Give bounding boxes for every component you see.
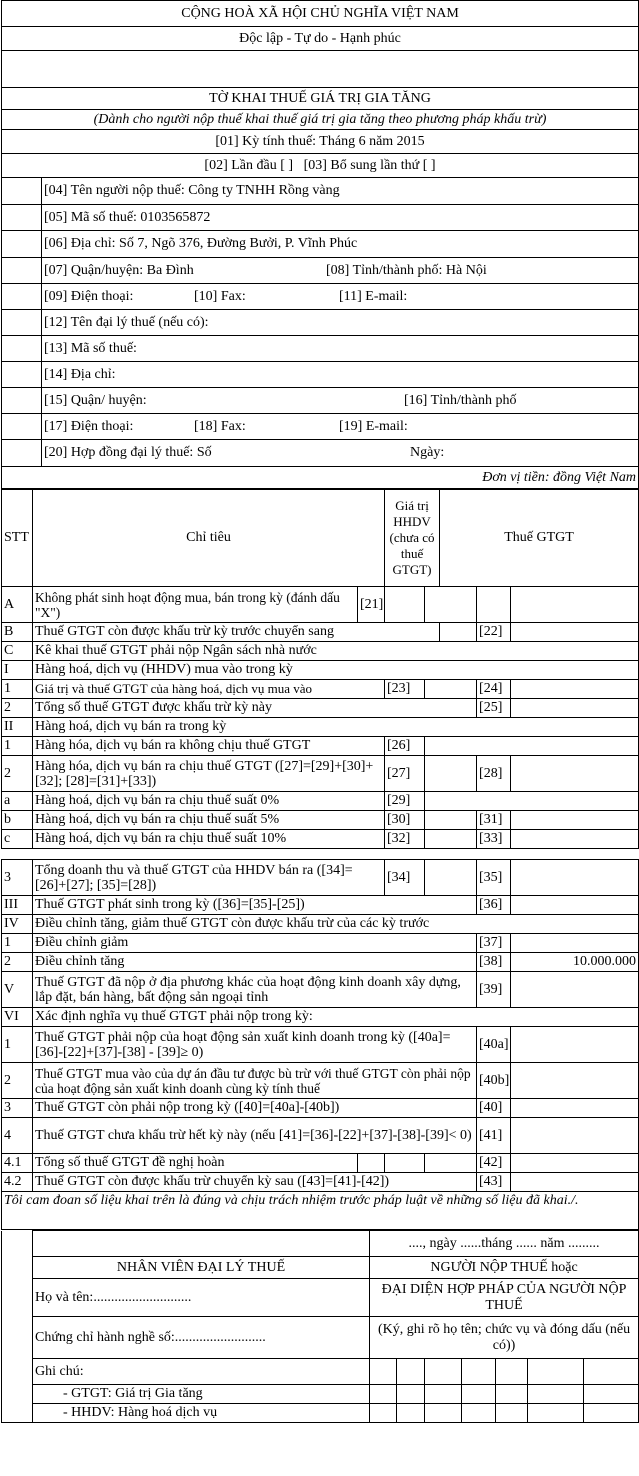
legal-representative: ĐẠI DIỆN HỢP PHÁP CỦA NGƯỜI NỘP THUẾ bbox=[370, 1279, 639, 1317]
signature-instruction: (Ký, ghi rõ họ tên; chức vụ và đóng dấu (nếu có)) bbox=[370, 1317, 639, 1359]
header-item: Chỉ tiêu bbox=[33, 490, 385, 587]
table-row: 3 Thuế GTGT còn phải nộp trong kỳ ([40]=[40a]-[40b]) [40] bbox=[2, 1099, 639, 1118]
agent-province: [16] Tỉnh/thành phố bbox=[404, 392, 517, 408]
practice-certificate: Chứng chỉ hành nghề số:.......................... bbox=[33, 1317, 370, 1359]
agent-location bbox=[42, 388, 639, 414]
declaration-text: Tôi cam đoan số liệu khai trên là đúng và chịu trách nhiệm trước pháp luật về những số liệu đã khai./. bbox=[2, 1192, 639, 1230]
tax-period: [01] Kỳ tính thuế: Tháng 6 năm 2015 bbox=[2, 130, 639, 154]
agent-staff-name: Họ và tên:............................ bbox=[33, 1279, 370, 1317]
no-activity-checkbox[interactable] bbox=[385, 587, 425, 623]
table-row: 4.1 Tổng số thuế GTGT đề nghị hoàn [42] bbox=[2, 1154, 639, 1173]
notes-label: Ghi chú: bbox=[33, 1359, 370, 1385]
agent-phone: [17] Điện thoại: bbox=[44, 418, 134, 434]
note-hhdv: - HHDV: Hàng hoá dịch vụ bbox=[33, 1404, 370, 1423]
table-row: a Hàng hoá, dịch vụ bán ra chịu thuế suất 0% [29] bbox=[2, 792, 639, 811]
national-motto: Độc lập - Tự do - Hạnh phúc bbox=[2, 27, 639, 51]
table-row: 2 Hàng hóa, dịch vụ bán ra chịu thuế GTGT ([27]=[29]+[30]+[32]; [28]=[31]+[33]) [27] [28] bbox=[2, 756, 639, 792]
declaration-row bbox=[2, 1192, 639, 1230]
table-row: C Kê khai thuế GTGT phải nộp Ngân sách nhà nước bbox=[2, 642, 639, 661]
header-value: Giá trị HHDV (chưa có thuế GTGT) bbox=[385, 490, 440, 587]
table-row: 1 Thuế GTGT phải nộp của hoạt động sản xuất kinh doanh trong kỳ ([40a]=[36]-[22]+[37]-[38] - [39]≥ 0) [40a] bbox=[2, 1027, 639, 1063]
header-vat: Thuế GTGT bbox=[440, 490, 639, 587]
taxpayer-province: [08] Tỉnh/thành phố: Hà Nội bbox=[326, 262, 487, 278]
table-row: 4.2 Thuế GTGT còn được khấu trừ chuyển kỳ sau ([43]=[41]-[42]) [43] bbox=[2, 1173, 639, 1192]
declaration-table-part1 bbox=[1, 489, 639, 849]
taxpayer-email: [11] E-mail: bbox=[339, 288, 408, 304]
form-title: TỜ KHAI THUẾ GIÁ TRỊ GIA TĂNG bbox=[2, 88, 639, 110]
table-row: 2 Thuế GTGT mua vào của dự án đầu tư được bù trừ với thuế GTGT còn phải nộp của hoạt động sản xuất kinh doanh cùng kỳ tính thuế [40b] bbox=[2, 1063, 639, 1099]
table-row: B Thuế GTGT còn được khấu trừ kỳ trước chuyển sang [22] bbox=[2, 623, 639, 642]
table-row: III Thuế GTGT phát sinh trong kỳ ([36]=[35]-[25]) [36] bbox=[2, 896, 639, 915]
supplement-field[interactable]: [03] Bổ sung lần thứ [ ] bbox=[303, 157, 436, 173]
first-time-checkbox[interactable]: [02] Lần đầu [ ] bbox=[204, 157, 294, 173]
table-row: I Hàng hoá, dịch vụ (HHDV) mua vào trong kỳ bbox=[2, 661, 639, 680]
taxpayer-location bbox=[42, 258, 639, 284]
table-row: c Hàng hoá, dịch vụ bán ra chịu thuế suất 10% [32] [33] bbox=[2, 830, 639, 849]
table-row: II Hàng hoá, dịch vụ bán ra trong kỳ bbox=[2, 718, 639, 737]
agent-name: [12] Tên đại lý thuế (nếu có): bbox=[42, 310, 639, 336]
header-table bbox=[1, 0, 639, 489]
agent-contact bbox=[42, 414, 639, 440]
taxpayer-phone: [09] Điện thoại: bbox=[44, 288, 134, 304]
table-row: 1 Hàng hóa, dịch vụ bán ra không chịu thuế GTGT [26] bbox=[2, 737, 639, 756]
declaration-table-part2 bbox=[1, 859, 639, 1230]
taxpayer-heading: NGƯỜI NỘP THUẾ hoặc bbox=[370, 1257, 639, 1279]
table-row: V Thuế GTGT đã nộp ở địa phương khác của hoạt động kinh doanh xây dựng, lắp đặt, bán hàng, bất động sản ngoại tỉnh [39] bbox=[2, 972, 639, 1008]
header-stt: STT bbox=[2, 490, 33, 587]
table-row: 2 Điều chỉnh tăng [38] 10.000.000 bbox=[2, 953, 639, 972]
vat-declaration-form bbox=[1, 0, 638, 1423]
taxpayer-address: [06] Địa chỉ: Số 7, Ngõ 376, Đường Bưởi, P. Vĩnh Phúc bbox=[42, 231, 639, 258]
table-row: 1 Giá trị và thuế GTGT của hàng hoá, dịch vụ mua vào [23] [24] bbox=[2, 680, 639, 699]
agent-contract-no: [20] Hợp đồng đại lý thuế: Số bbox=[44, 445, 212, 460]
adjust-increase-amount: 10.000.000 bbox=[511, 953, 639, 972]
table-row: 4 Thuế GTGT chưa khấu trừ hết kỳ này (nếu [41]=[36]-[22]+[37]-[38]-[39]< 0) [41] bbox=[2, 1118, 639, 1154]
table-row: A Không phát sinh hoạt động mua, bán trong kỳ (đánh dấu "X") [21] bbox=[2, 587, 639, 623]
submission-type bbox=[2, 154, 639, 178]
taxpayer-fax: [10] Fax: bbox=[194, 288, 246, 304]
agent-tax-code: [13] Mã số thuế: bbox=[42, 336, 639, 362]
taxpayer-contact bbox=[42, 284, 639, 310]
agent-email: [19] E-mail: bbox=[339, 418, 408, 434]
agent-contract bbox=[42, 440, 639, 467]
agent-address: [14] Địa chỉ: bbox=[42, 362, 639, 388]
note-gtgt: - GTGT: Giá trị Gia tăng bbox=[33, 1385, 370, 1404]
table-row: 1 Điều chỉnh giảm [37] bbox=[2, 934, 639, 953]
table-row: IV Điều chỉnh tăng, giảm thuế GTGT còn được khấu trừ của các kỳ trước bbox=[2, 915, 639, 934]
agent-fax: [18] Fax: bbox=[194, 418, 246, 434]
country-name: CỘNG HOÀ XÃ HỘI CHỦ NGHĨA VIỆT NAM bbox=[2, 1, 639, 27]
agent-district: [15] Quận/ huyện: bbox=[44, 392, 147, 408]
table-row: VI Xác định nghĩa vụ thuế GTGT phải nộp trong kỳ: bbox=[2, 1008, 639, 1027]
table-gap bbox=[1, 849, 638, 859]
header-spacer bbox=[2, 51, 639, 88]
signature-table bbox=[1, 1230, 639, 1423]
form-subtitle: (Dành cho người nộp thuế khai thuế giá trị gia tăng theo phương pháp khấu trừ) bbox=[2, 110, 639, 130]
signing-date: ...., ngày ......tháng ...... năm ......... bbox=[370, 1231, 639, 1257]
table-row: 3 Tổng doanh thu và thuế GTGT của HHDV bán ra ([34]=[26]+[27]; [35]=[28]) [34] [35] bbox=[2, 860, 639, 896]
taxpayer-tax-code: [05] Mã số thuế: 0103565872 bbox=[42, 205, 639, 231]
currency-note: Đơn vị tiền: đồng Việt Nam bbox=[2, 467, 639, 489]
table-row: b Hàng hoá, dịch vụ bán ra chịu thuế suất 5% [30] [31] bbox=[2, 811, 639, 830]
taxpayer-name: [04] Tên người nộp thuế: Công ty TNHH Rồng vàng bbox=[42, 178, 639, 205]
agent-staff-heading: NHÂN VIÊN ĐẠI LÝ THUẾ bbox=[33, 1257, 370, 1279]
taxpayer-district: [07] Quận/huyện: Ba Đình bbox=[44, 262, 194, 278]
agent-contract-date: Ngày: bbox=[410, 445, 445, 460]
table-row: 2 Tổng số thuế GTGT được khấu trừ kỳ này [25] bbox=[2, 699, 639, 718]
table-header-row bbox=[2, 490, 639, 587]
